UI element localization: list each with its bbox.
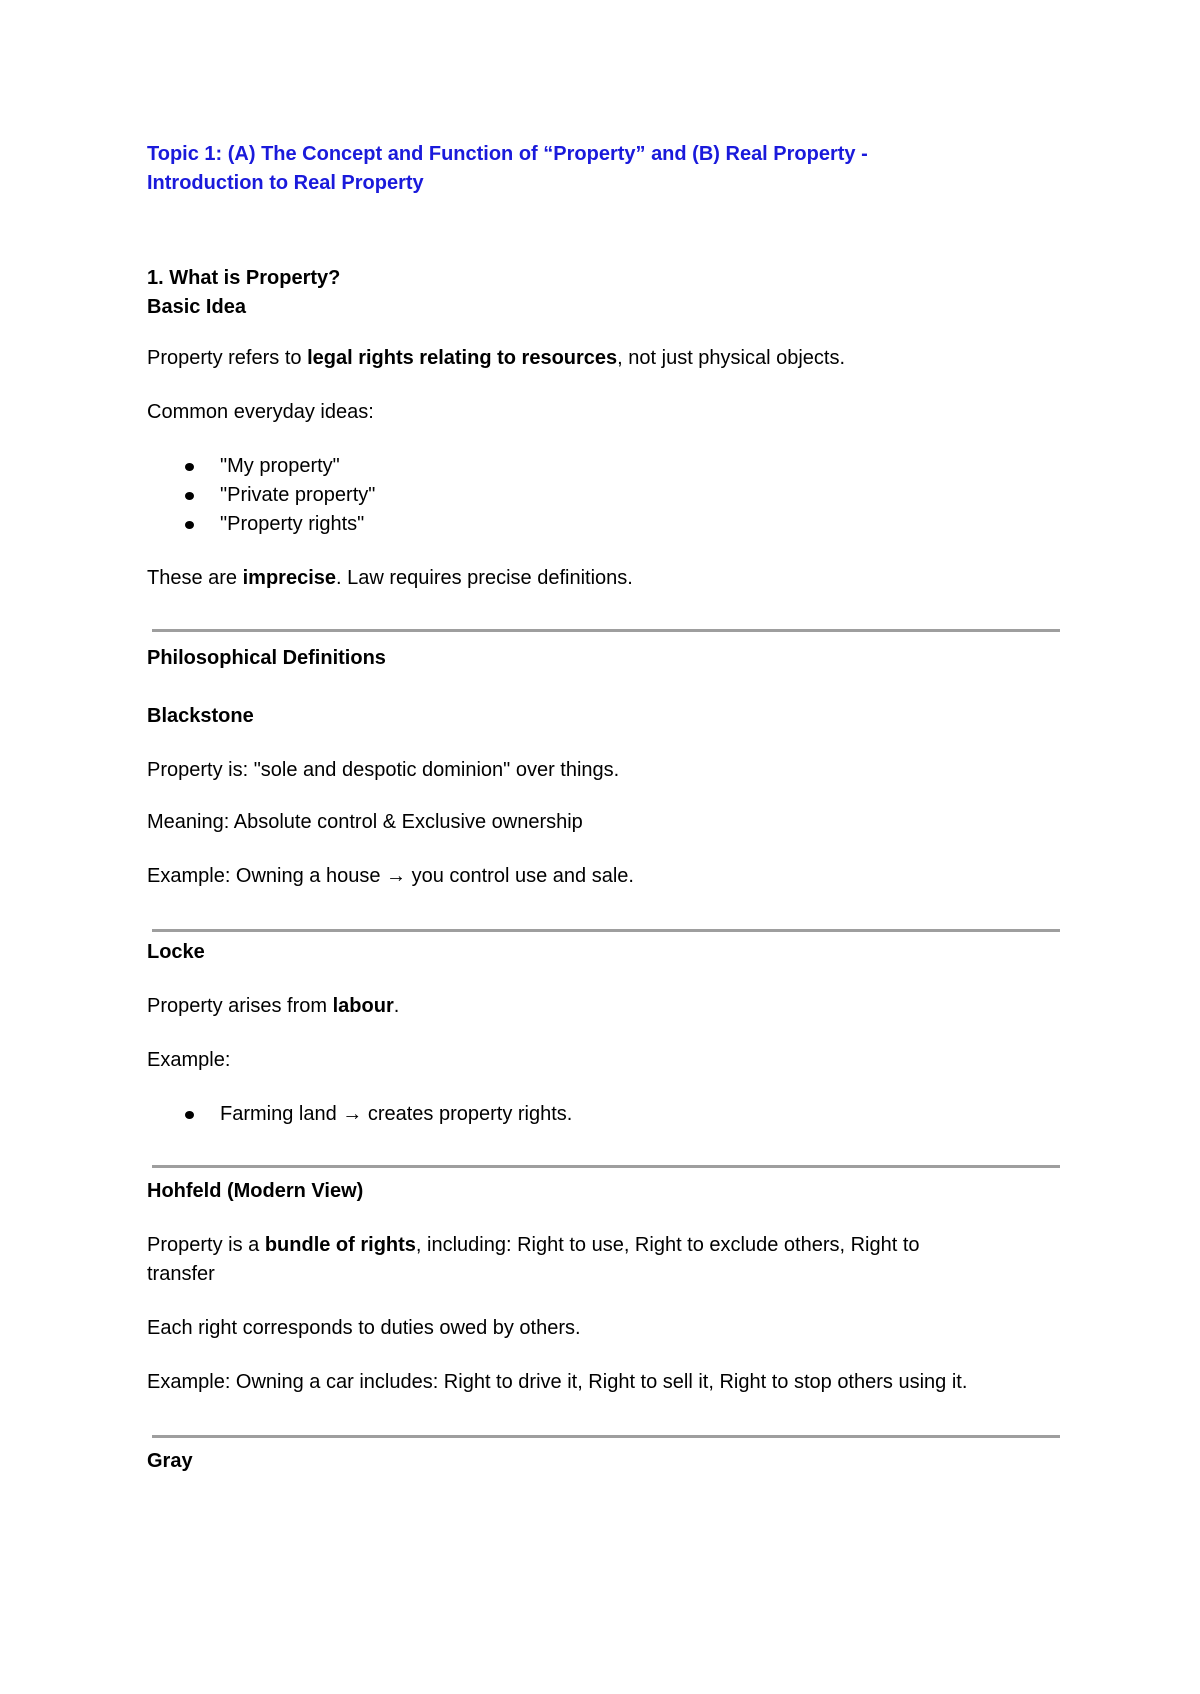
bold-legal-rights: legal rights relating to resources [307,347,618,369]
paragraph-blackstone-example: Example: Owning a house → you control use and sale. [147,865,634,887]
paragraph-imprecise: These are imprecise. Law requires precise definitions. [147,567,633,589]
document-page [147,140,1067,1476]
paragraph-locke-example: Example: [147,1049,231,1071]
list-locke-example [147,1100,1067,1129]
list-item: "My property" [147,452,1067,481]
paragraph-common-ideas: Common everyday ideas: [147,401,374,423]
bullet-icon [185,521,194,529]
bold-imprecise: imprecise [242,567,336,589]
bold-bundle-of-rights: bundle of rights [264,1234,416,1256]
title-line-2: Introduction to Real Property [147,172,424,194]
document-title [147,140,1067,198]
title-line-1: Topic 1: (A) The Concept and Function of “Property” and (B) Real Property - [147,143,868,165]
paragraph-hohfeld-duties: Each right corresponds to duties owed by others. [147,1317,581,1339]
bullet-icon [185,1111,194,1119]
section-heading-what-is-property: 1. What is Property? [147,267,341,289]
bold-labour: labour [332,995,394,1017]
paragraph-hohfeld-bundle: Property is a bundle of rights, including: Right to use, Right to exclude others, Right to transfer [147,1234,920,1285]
bullet-icon [185,463,194,471]
subheading-locke: Locke [147,941,205,963]
list-common-ideas [147,452,1067,539]
subheading-blackstone: Blackstone [147,705,254,727]
list-item: "Private property" [147,481,1067,510]
paragraph-blackstone-meaning: Meaning: Absolute control & Exclusive ownership [147,811,583,833]
paragraph-property-refers: Property refers to legal rights relating to resources, not just physical objects. [147,347,846,369]
paragraph-locke-labour: Property arises from labour. [147,995,400,1017]
paragraph-blackstone-definition: Property is: "sole and despotic dominion" over things. [147,759,620,781]
subheading-gray: Gray [147,1450,193,1472]
section-heading-philosophical: Philosophical Definitions [147,647,386,669]
subheading-hohfeld: Hohfeld (Modern View) [147,1180,364,1202]
paragraph-hohfeld-example: Example: Owning a car includes: Right to drive it, Right to sell it, Right to stop others using it. [147,1371,968,1393]
list-item: "Property rights" [147,510,1067,539]
subheading-basic-idea: Basic Idea [147,296,246,318]
bullet-icon [185,492,194,500]
list-item: Farming land → creates property rights. [147,1100,1067,1129]
